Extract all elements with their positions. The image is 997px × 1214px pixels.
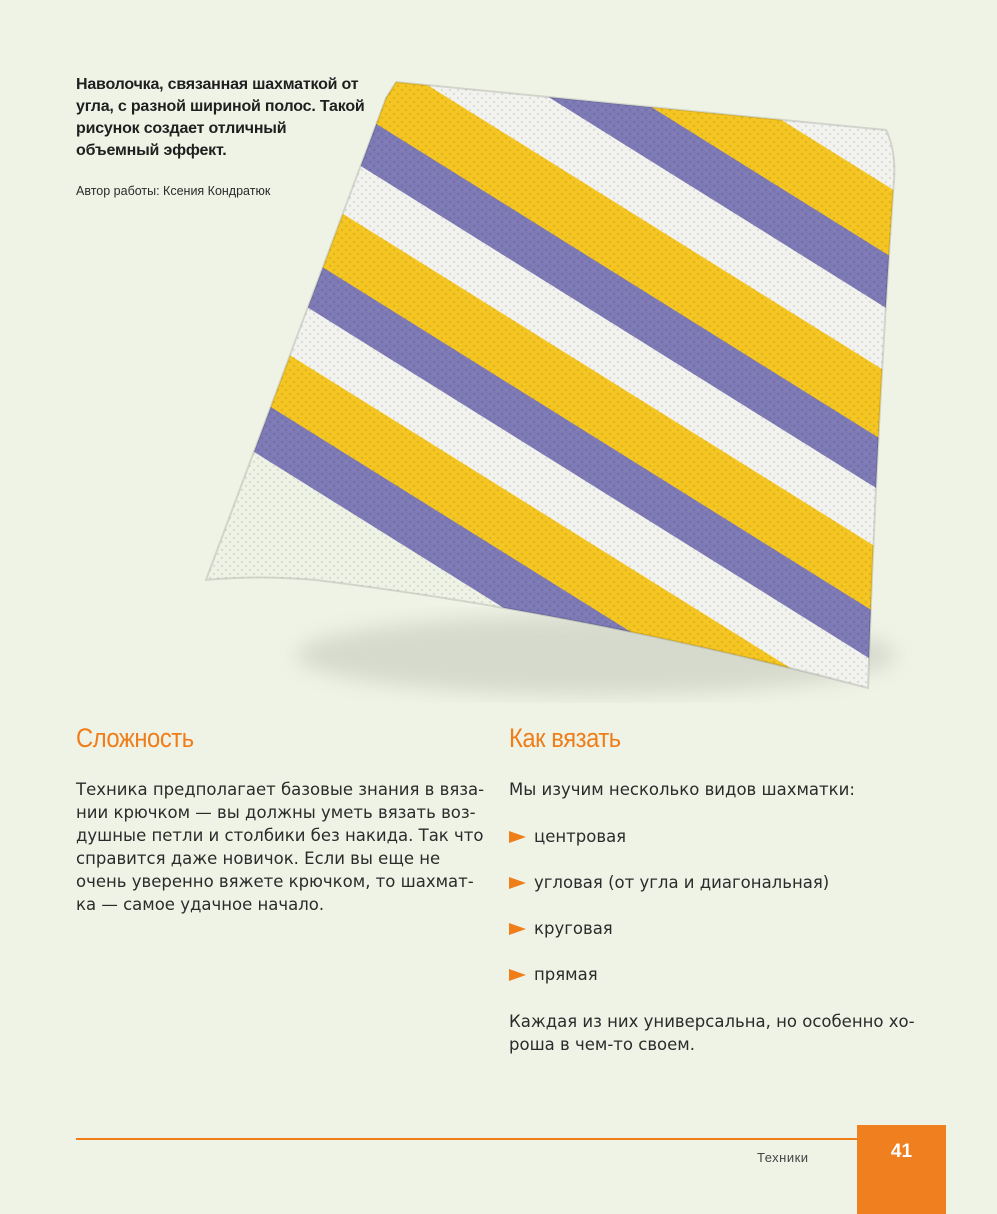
text-line: ка — самое удачное начало. [76, 895, 325, 914]
page-number: 41 [890, 1141, 913, 1162]
list-item-label: круговая [534, 919, 613, 938]
page-number-box [857, 1125, 946, 1214]
caption-line: Наволочка, связанная шахматкой от [76, 76, 359, 93]
list-item [509, 825, 626, 848]
footer-divider [76, 1138, 946, 1140]
list-item [509, 871, 829, 894]
text-line: очень уверенно вяжете крючком, то шахмат- [76, 872, 474, 891]
footer-section-label: Техники [757, 1150, 809, 1165]
text-line: роша в чем-то своем. [509, 1035, 695, 1054]
caption-line: объемный эффект. [76, 142, 227, 159]
text-line: Мы изучим несколько видов шахматки: [509, 780, 855, 799]
triangle-bullet-icon [509, 877, 526, 889]
text-line: нии крючком — вы должны уметь вязать воз- [76, 803, 476, 822]
text-line: душные петли и столбики без накида. Так что [76, 826, 484, 845]
how-to-knit-outro [509, 1010, 915, 1056]
triangle-bullet-icon [509, 831, 526, 843]
difficulty-text [76, 778, 484, 916]
list-item [509, 917, 613, 940]
photo-credit: Автор работы: Ксения Кондратюк [76, 184, 271, 198]
caption-line: рисунок создает отличный [76, 120, 287, 137]
triangle-bullet-icon [509, 923, 526, 935]
text-line: справится даже новичок. Если вы еще не [76, 849, 441, 868]
how-to-knit-heading: Как вязать [509, 723, 621, 753]
list-item-label: центровая [534, 827, 627, 846]
triangle-bullet-icon [509, 969, 526, 981]
list-item-label: угловая (от угла и диагональная) [534, 873, 830, 892]
text-line: Техника предполагает базовые знания в вяза- [76, 780, 485, 799]
text-line: Каждая из них универсальна, но особенно хо- [509, 1012, 915, 1031]
pillow-photo [196, 60, 916, 730]
list-item-label: прямая [534, 965, 598, 984]
list-item [509, 963, 598, 986]
difficulty-heading: Сложность [76, 723, 194, 753]
how-to-knit-intro [509, 778, 855, 801]
caption-line: угла, с разной шириной полос. Такой [76, 98, 365, 115]
